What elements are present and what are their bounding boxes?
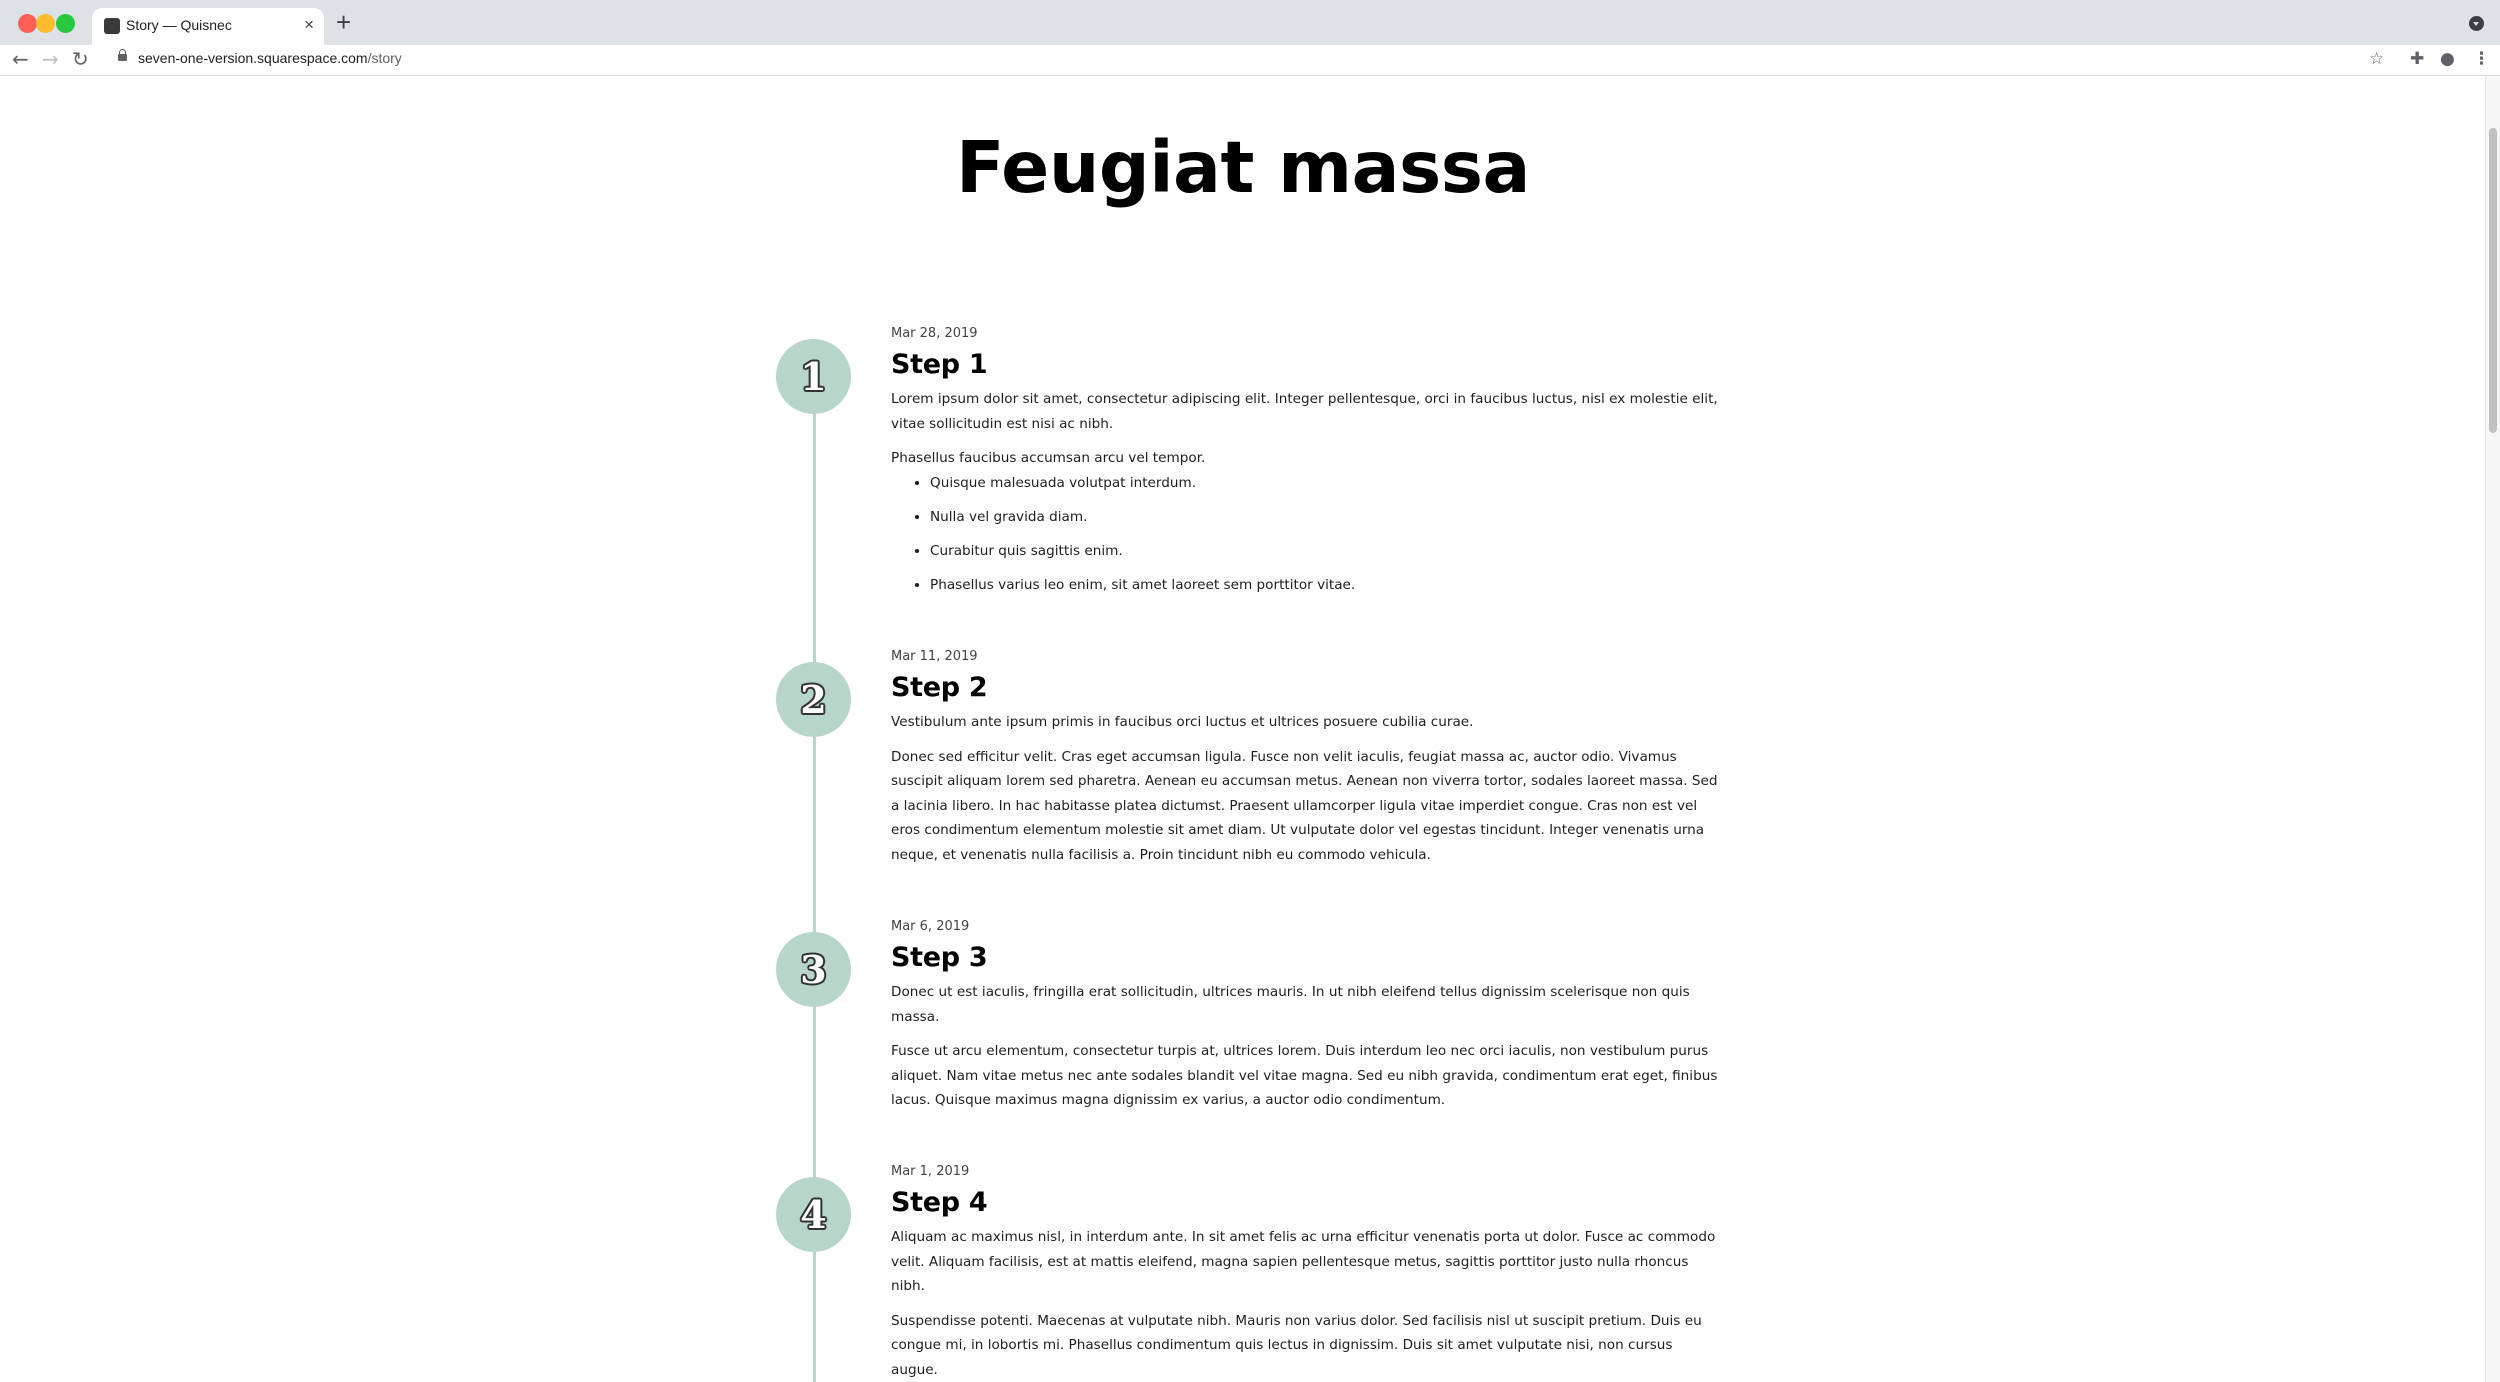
extensions-icon[interactable]: ✚	[2410, 49, 2425, 69]
tab-close-icon[interactable]: ×	[304, 15, 314, 34]
account-icon[interactable]: ●	[2440, 49, 2455, 69]
url-path: /story	[367, 50, 402, 66]
step-paragraph: Aliquam ac maximus nisl, in interdum ante. In sit amet felis ac urna efficitur venenatis porta ut dolor. Fusce ac commodo velit. Aliquam facilisis, est at mattis eleifend, magna sapien pellentesque metus, sagittis porttitor justo nulla rhoncus nibh.	[891, 1229, 1716, 1294]
scrollbar-thumb[interactable]	[2489, 128, 2497, 433]
forward-arrow-icon[interactable]: →	[42, 47, 59, 71]
reload-icon[interactable]: ↻	[72, 47, 89, 71]
back-arrow-icon[interactable]: ←	[12, 47, 29, 71]
step-title: Step 4	[891, 1187, 988, 1218]
list-item: • Nulla vel gravida diam.	[930, 505, 1721, 530]
browser-toolbar	[0, 45, 2500, 76]
menu-icon[interactable]: ⋮	[2473, 49, 2490, 69]
page-viewport	[0, 76, 2486, 1382]
tab-search-icon[interactable]	[2469, 16, 2484, 31]
step-number-badge: 1	[776, 339, 851, 414]
step-paragraph: Phasellus faucibus accumsan arcu vel tempor.	[891, 450, 1206, 466]
address-bar[interactable]	[138, 50, 402, 66]
step-content	[891, 918, 1721, 1123]
list-item: • Quisque malesuada volutpat interdum.	[930, 471, 1721, 496]
star-icon[interactable]: ☆	[2369, 49, 2385, 69]
step-date: Mar 11, 2019	[891, 649, 978, 664]
step-paragraph: Suspendisse potenti. Maecenas at vulputate nibh. Mauris non varius dolor. Sed facilisis nisl ut suscipit pretium. Duis eu congue mi, in lobortis mi. Phasellus condimentum quis lectus in dignissim. Duis sit amet vulputate nisi, non cursus augue.	[891, 1312, 1702, 1378]
step-date: Mar 28, 2019	[891, 326, 978, 341]
lock-icon[interactable]	[118, 54, 127, 61]
step-paragraph: Fusce ut arcu elementum, consectetur turpis at, ultrices lorem. Duis interdum leo nec orci iaculis, non vestibulum purus aliquet. Nam vitae metus nec ante sodales blandit vel vitae magna. Sed eu nibh gravida, condimentum erat eget, finibus lacus. Quisque maximus magna dignissim ex varius, a auctor odio condimentum.	[891, 1043, 1718, 1108]
list-item: • Curabitur quis sagittis enim.	[930, 539, 1721, 564]
zoom-window-button[interactable]	[56, 14, 75, 33]
tab-title: Story — Quisnec	[126, 17, 232, 33]
step-number-badge: 2	[776, 662, 851, 737]
step-number-badge: 3	[776, 932, 851, 1007]
step-paragraph: Lorem ipsum dolor sit amet, consectetur adipiscing elit. Integer pellentesque, orci in faucibus luctus, nisl ex molestie elit, vitae sollicitudin est nisi ac nibh.	[891, 391, 1718, 432]
step-date: Mar 6, 2019	[891, 919, 970, 934]
step-paragraph: Donec ut est iaculis, fringilla erat sollicitudin, ultrices mauris. In ut nibh eleifend tellus dignissim scelerisque non quis massa.	[891, 984, 1690, 1025]
step-date: Mar 1, 2019	[891, 1164, 970, 1179]
step-content	[891, 648, 1721, 877]
page-title: Feugiat massa	[956, 126, 1530, 209]
site-favicon-icon	[104, 18, 120, 34]
browser-tab-bar	[0, 0, 2500, 45]
browser-tab[interactable]	[92, 8, 324, 45]
step-number-badge: 4	[776, 1177, 851, 1252]
step-title: Step 1	[891, 349, 988, 380]
step-paragraph: Vestibulum ante ipsum primis in faucibus orci luctus et ultrices posuere cubilia curae.	[891, 714, 1474, 730]
step-bullet-list	[891, 471, 1721, 598]
close-window-button[interactable]	[18, 14, 37, 33]
new-tab-button[interactable]: +	[336, 7, 352, 37]
step-content	[891, 1163, 1721, 1382]
url-host: seven-one-version.squarespace.com	[138, 50, 368, 66]
minimize-window-button[interactable]	[36, 14, 55, 33]
step-paragraph: Donec sed efficitur velit. Cras eget accumsan ligula. Fusce non velit iaculis, feugiat massa ac, auctor odio. Vivamus suscipit aliquam lorem sed pharetra. Aenean eu accumsan metus. Aenean non viverra tortor, sodales laoreet massa. Sed a lacinia libero. In hac habitasse platea dictumst. Praesent ullamcorper ligula vitae imperdiet congue. Cras non est vel eros condimentum elementum molestie sit amet diam. Ut vulputate dolor vel egestas tincidunt. Integer venenatis urna neque, et venenatis nulla facilisis a. Proin tincidunt nibh eu commodo vehicula.	[891, 748, 1718, 863]
step-title: Step 3	[891, 942, 988, 973]
list-item: • Phasellus varius leo enim, sit amet laoreet sem porttitor vitae.	[930, 573, 1721, 598]
step-content	[891, 325, 1721, 607]
step-title: Step 2	[891, 672, 988, 703]
